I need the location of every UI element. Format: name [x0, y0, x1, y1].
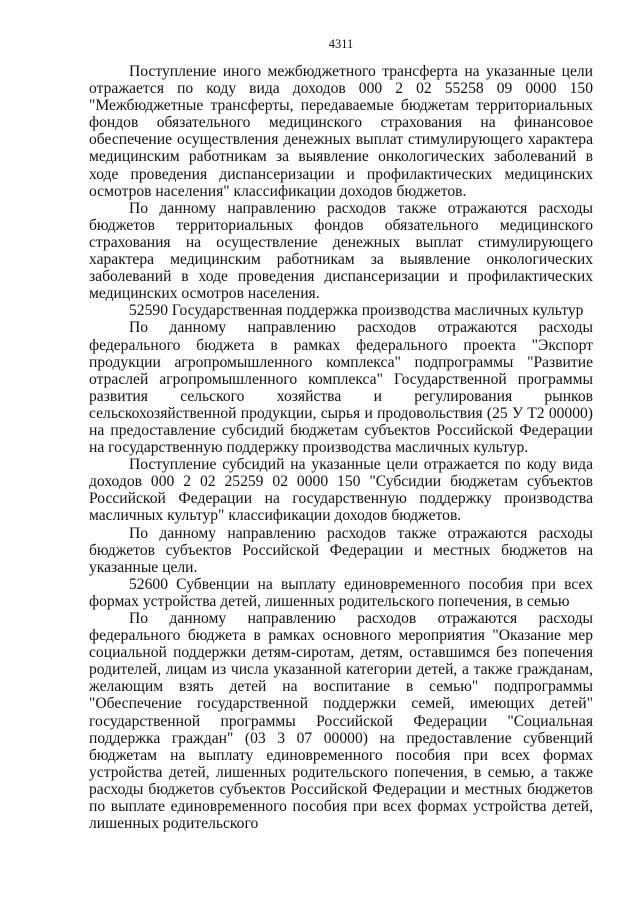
- heading-52600: 52600 Субвенции на выплату единовременного пособия при всех формах устройства детей, лишенных родительского попечения, в семью: [89, 575, 593, 610]
- paragraph-federal-oilseed: По данному направлению расходов отражаются расходы федерального бюджета в рамках федерального проекта "Экспорт продукции агропромышленного комплекса" подпрограммы "Развитие отраслей агропромышленного комплекса" Государственной программы развития сельского хозяйства и регулирования рынков сельскохозяйственной продукции, сырья и продовольствия (25 У Т2 00000) на предоставление субсидий бюджетам субъектов Российской Федерации на государственную поддержку производства масличных культур.: [89, 319, 593, 457]
- paragraph-tfoms-expenses: По данному направлению расходов также отражаются расходы бюджетов территориальных фондов обязательного медицинского страхования на осуществление денежных выплат стимулирующего характера медицинским работникам за выявление онкологических заболеваний в ходе проведения диспансеризации и профилактических медицинских осмотров населения.: [89, 199, 593, 303]
- paragraph-federal-allowance: По данному направлению расходов отражаются расходы федерального бюджета в рамках основного мероприятия "Оказание мер социальной поддержки детям-сиротам, детям, оставшимся без попечения родителей, лицам из числа указанной категории детей, а также гражданам, желающим взять детей на воспитание в семью" подпрограммы "Обеспечение государственной поддержки семей, имеющих детей" государственной программы Российской Федерации "Социальная поддержка граждан" (03 3 07 00000) на предоставление субвенций бюджетам на выплату единовременного пособия при всех формах устройства детей, лишенных родительского попечения, в семью, а также расходы бюджетов субъектов Российской Федерации и местных бюджетов по выплате единовременного пособия при всех формах устройства детей, лишенных родительского: [89, 610, 593, 833]
- paragraph-subsidy-income: Поступление субсидий на указанные цели отражается по коду вида доходов 000 2 02 25259 02 0000 150 "Субсидии бюджетам субъектов Российской Федерации на государственную поддержку производства масличных культур" классификации доходов бюджетов.: [89, 456, 593, 525]
- page-number: 4311: [328, 37, 354, 51]
- heading-52590: 52590 Государственная поддержка производства масличных культур: [129, 302, 584, 320]
- paragraph-transfer-income: Поступление иного межбюджетного трансферта на указанные цели отражается по коду вида доходов 000 2 02 55258 09 0000 150 "Межбюджетные трансферты, передаваемые бюджетам территориальных фондов обязательного медицинского страхования на финансовое обеспечение осуществления денежных выплат стимулирующего характера медицинским работникам за выявление онкологических заболеваний в ходе проведения диспансеризации и профилактических медицинских осмотров населения" классификации доходов бюджетов.: [89, 63, 593, 200]
- paragraph-regional-expenses: По данному направлению расходов также отражаются расходы бюджетов субъектов Российской Федерации и местных бюджетов на указанные цели.: [89, 524, 593, 576]
- document-body: [89, 63, 593, 832]
